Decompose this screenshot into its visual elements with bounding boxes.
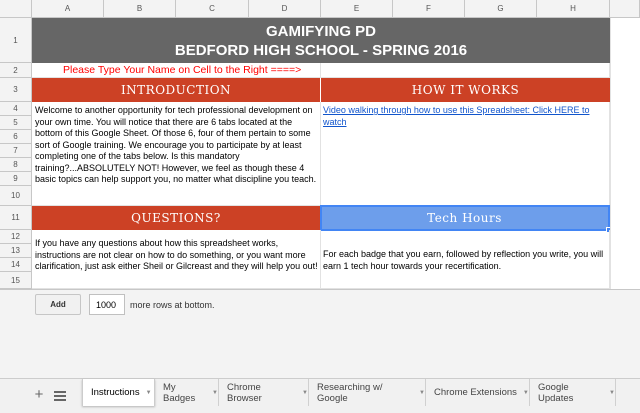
chevron-down-icon[interactable]: ▼ <box>145 389 152 396</box>
how-it-works-header-label: HOW IT WORKS <box>411 83 520 97</box>
add-rows-suffix: more rows at bottom. <box>130 300 215 310</box>
chevron-down-icon[interactable]: ▼ <box>419 389 425 396</box>
plus-icon[interactable]: + <box>34 385 44 403</box>
chevron-down-icon[interactable]: ▼ <box>522 389 529 396</box>
row-header-4[interactable]: 4 <box>0 102 32 116</box>
title-line-1: GAMIFYING PD <box>265 22 376 40</box>
tab-chrome-browser[interactable] <box>219 379 309 406</box>
row-header-2[interactable]: 2 <box>0 63 32 78</box>
tab-google-updates[interactable] <box>530 379 616 406</box>
tab-chrome-extensions[interactable] <box>426 379 530 406</box>
selected-cell-outline <box>320 205 610 231</box>
overflow-column <box>610 18 640 289</box>
column-header-d[interactable]: D <box>249 0 321 18</box>
row-header-1[interactable]: 1 <box>0 18 32 63</box>
tab-label: Google Updates <box>538 381 574 404</box>
column-header-c[interactable]: C <box>176 0 249 18</box>
tab-label: Chrome Browser <box>227 381 262 404</box>
list-icon[interactable] <box>54 388 66 398</box>
column-header-g[interactable]: G <box>465 0 537 18</box>
title-banner[interactable] <box>32 18 610 63</box>
rows-count-input[interactable]: 1000 <box>89 294 125 315</box>
sheet-tabs-bar <box>0 378 640 413</box>
column-header-a[interactable]: A <box>32 0 104 18</box>
row-header-3[interactable]: 3 <box>0 78 32 102</box>
introduction-header[interactable] <box>32 78 321 102</box>
how-it-works-header[interactable] <box>321 78 610 102</box>
row-header-9[interactable]: 9 <box>0 172 32 186</box>
questions-header-label: QUESTIONS? <box>131 211 221 225</box>
tech-hours-text: For each badge that you earn, followed by reflection you write, you will earn 1 tech hour towards your recertification. <box>323 249 604 271</box>
introduction-text: Welcome to another opportunity for tech professional development on your own time. You will notice that there are 6 tabs located at the bottom of this Google Sheet. Of those 6, four of them pertain to some sort of Google training. We encourage you to participate by at least completing one of the tabs below. Is this mandatory training?...ABSOLUTELY NOT! However, we feel as though these 4 basic topics can help support you, no matter what discipline you teach. <box>35 105 317 184</box>
row-header-5[interactable]: 5 <box>0 116 32 130</box>
chevron-down-icon[interactable]: ▼ <box>302 389 308 396</box>
column-header-e[interactable]: E <box>321 0 393 18</box>
select-all-corner[interactable] <box>0 0 32 18</box>
tab-label: Chrome Extensions <box>434 387 517 398</box>
row-header-13[interactable]: 13 <box>0 244 32 258</box>
name-prompt: Please Type Your Name on Cell to the Right ====> <box>63 64 302 76</box>
chevron-down-icon[interactable]: ▼ <box>609 389 615 396</box>
tab-label: Researching w/ Google <box>317 381 383 404</box>
row-header-15[interactable]: 15 <box>0 272 32 289</box>
column-header-h[interactable]: H <box>537 0 610 18</box>
add-rows-button[interactable]: Add <box>35 294 81 315</box>
title-line-2: BEDFORD HIGH SCHOOL - SPRING 2016 <box>174 41 468 59</box>
column-header-b[interactable]: B <box>104 0 176 18</box>
chevron-down-icon[interactable]: ▼ <box>212 389 218 396</box>
video-link[interactable]: Video walking through how to use this Spreadsheet: Click HERE to watch <box>323 105 590 127</box>
name-input-cell[interactable] <box>321 63 610 78</box>
row-header-11[interactable]: 11 <box>0 206 32 230</box>
tab-label: My Badges <box>163 381 196 404</box>
row-header-8[interactable]: 8 <box>0 158 32 172</box>
column-header-f[interactable]: F <box>393 0 465 18</box>
introduction-header-label: INTRODUCTION <box>120 83 232 97</box>
row-header-7[interactable]: 7 <box>0 144 32 158</box>
tab-my-badges[interactable] <box>155 379 219 406</box>
questions-header[interactable] <box>32 206 321 230</box>
tab-researching-w-google[interactable] <box>309 379 426 406</box>
column-header-overflow <box>610 0 640 18</box>
row-header-12[interactable]: 12 <box>0 230 32 244</box>
tech-hours-header-label: Tech Hours <box>427 211 502 225</box>
questions-text: If you have any questions about how this spreadsheet works, instructions are not clear on how to do something, or you want more clarification, just ask either Sheil or Gilcreast and they will help you out! <box>35 238 318 271</box>
row-header-10[interactable]: 10 <box>0 186 32 206</box>
tab-instructions[interactable] <box>82 379 155 406</box>
row-header-6[interactable]: 6 <box>0 130 32 144</box>
row-header-14[interactable]: 14 <box>0 258 32 272</box>
tab-label: Instructions <box>91 387 140 398</box>
